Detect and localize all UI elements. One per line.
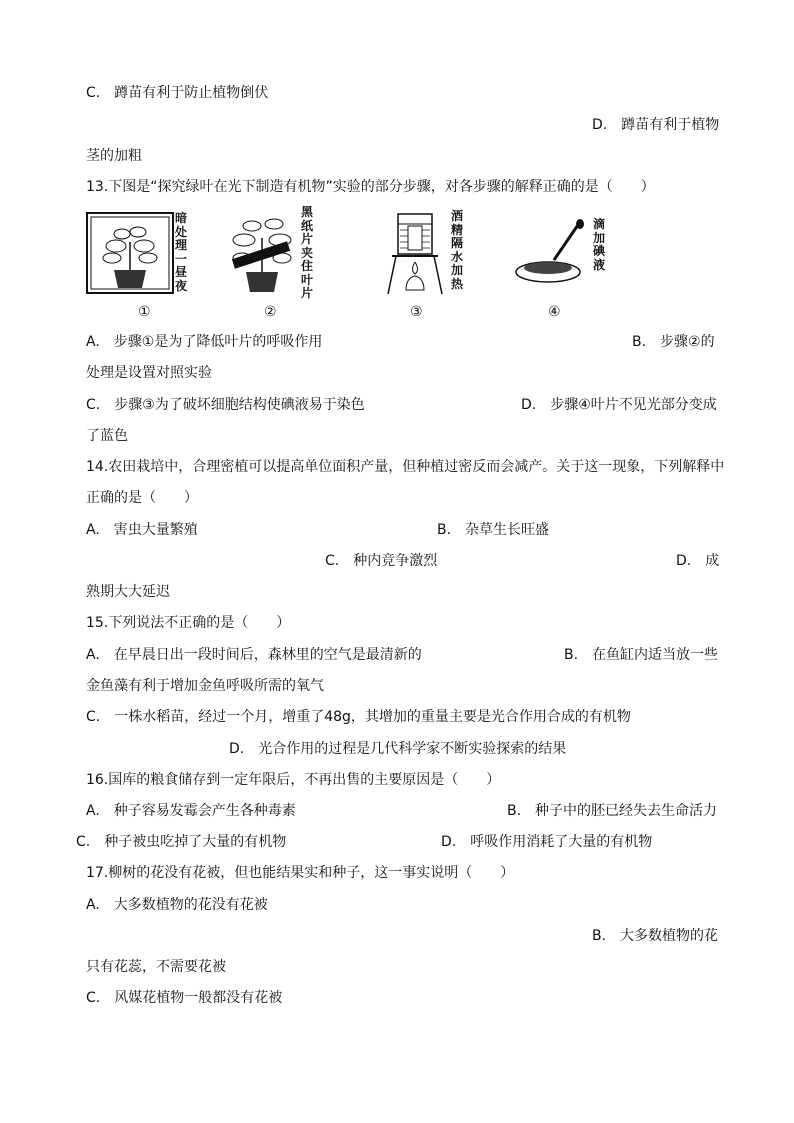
q14-stem: 14.农田栽培中，合理密植可以提高单位面积产量，但种植过密反而会减产。关于这一现象，下列解释中 <box>86 459 725 475</box>
q14-option-a: A. 害虫大量繁殖 <box>86 522 198 538</box>
step1-dark-treatment-image <box>86 212 174 294</box>
step4-iodine-image <box>510 218 590 288</box>
q15-option-c: C. 一株水稻苗，经过一个月，增重了48g，其增加的重量主要是光合作用合成的有机物 <box>86 709 631 725</box>
q17-stem: 17.柳树的花没有花被，但也能结果实和种子，这一事实说明（ ） <box>86 865 515 881</box>
step1-label: 暗 处 理 一 昼 夜 <box>174 211 187 293</box>
step3-alcohol-heating-image <box>386 210 446 298</box>
q17-option-b: B. 大多数植物的花 <box>592 928 719 944</box>
q16-stem: 16.国库的粮食储存到一定年限后，不再出售的主要原因是（ ） <box>86 772 501 788</box>
q14-option-c: C. 种内竞争激烈 <box>325 553 438 569</box>
q13-stem: 13.下图是“探究绿叶在光下制造有机物”实验的部分步骤，对各步骤的解释正确的是（ ） <box>86 179 655 195</box>
q12-option-d-cont: 茎的加粗 <box>86 148 142 164</box>
q13-option-b-cont: 处理是设置对照实验 <box>86 365 212 381</box>
q15-option-a: A. 在早晨日出一段时间后，森林里的空气是最清新的 <box>86 647 422 663</box>
q17-option-a: A. 大多数植物的花没有花被 <box>86 897 268 913</box>
q15-option-b: B. 在鱼缸内适当放一些 <box>564 647 719 663</box>
q14-option-d-cont: 熟期大大延迟 <box>86 584 170 600</box>
step4-number: ④ <box>548 304 561 320</box>
q17-option-b-cont: 只有花蕊，不需要花被 <box>86 959 226 975</box>
q16-option-b: B. 种子中的胚已经失去生命活力 <box>507 803 718 819</box>
q16-option-c: C. 种子被虫吃掉了大量的有机物 <box>76 834 287 850</box>
q13-option-d-cont: 了蓝色 <box>86 428 128 444</box>
q15-stem: 15.下列说法不正确的是（ ） <box>86 615 291 631</box>
step3-number: ③ <box>410 304 423 320</box>
q12-option-d: D. 蹲苗有利于植物 <box>592 117 720 133</box>
q15-option-d: D. 光合作用的过程是几代科学家不断实验探索的结果 <box>229 741 567 757</box>
q13-option-b: B. 步骤②的 <box>632 334 715 350</box>
step4-label: 滴 加 碘 液 <box>592 217 605 272</box>
q17-option-c: C. 风媒花植物一般都没有花被 <box>86 990 283 1006</box>
q12-option-c: C. 蹲苗有利于防止植物倒伏 <box>86 85 269 101</box>
step2-label: 黑 纸 片 夹 住 叶 片 <box>300 205 313 300</box>
q14-stem-cont: 正确的是（ ） <box>86 490 198 506</box>
step2-black-paper-image <box>222 210 300 296</box>
q13-option-d: D. 步骤④叶片不见光部分变成 <box>521 397 717 413</box>
q14-option-b: B. 杂草生长旺盛 <box>437 522 550 538</box>
q13-option-c: C. 步骤③为了破坏细胞结构使碘液易于染色 <box>86 397 365 413</box>
step1-number: ① <box>138 304 151 320</box>
q16-option-a: A. 种子容易发霉会产生各种毒素 <box>86 803 296 819</box>
step2-number: ② <box>264 304 277 320</box>
q15-option-b-cont: 金鱼藻有利于增加金鱼呼吸所需的氧气 <box>86 678 324 694</box>
q13-option-a: A. 步骤①是为了降低叶片的呼吸作用 <box>86 334 323 350</box>
q14-option-d: D. 成 <box>676 553 720 569</box>
step3-label: 酒 精 隔 水 加 热 <box>450 209 463 291</box>
q16-option-d: D. 呼吸作用消耗了大量的有机物 <box>441 834 653 850</box>
